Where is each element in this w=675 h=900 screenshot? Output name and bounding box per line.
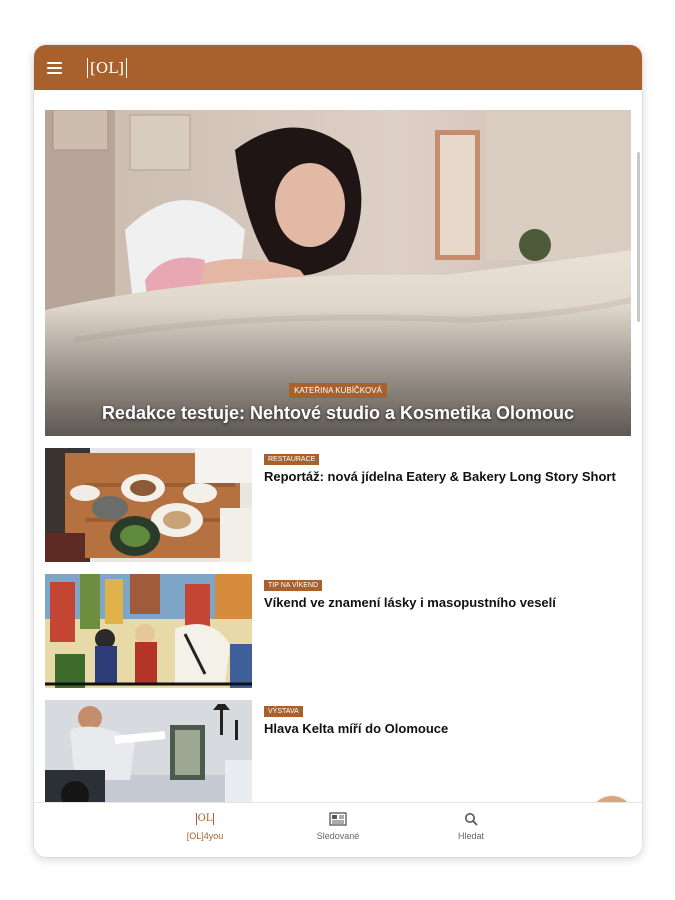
author-badge[interactable]: KATEŘINA KUBÍČKOVÁ [289, 383, 387, 398]
nav-item-ol4you[interactable] [160, 811, 250, 841]
nav-item-hledat[interactable] [426, 811, 516, 841]
category-badge[interactable]: RESTAURACE [264, 454, 319, 465]
bottom-navigation [34, 802, 642, 857]
hero-article[interactable] [45, 110, 631, 436]
article-title[interactable]: Reportáž: nová jídelna Eatery & Bakery Long Story Short [264, 469, 616, 484]
nav-label: Sledované [316, 831, 360, 841]
article-thumbnail [45, 700, 252, 802]
list-item[interactable] [45, 574, 631, 688]
article-thumbnail [45, 574, 252, 688]
nav-item-sledovane[interactable] [293, 811, 383, 841]
hero-caption [45, 380, 631, 436]
category-badge[interactable]: VÝSTAVA [264, 706, 303, 717]
top-app-bar [34, 45, 642, 90]
article-title[interactable]: Víkend ve znamení lásky i masopustního veselí [264, 595, 556, 610]
hamburger-menu-icon[interactable] [47, 57, 69, 79]
app-logo[interactable]: [OL] [87, 58, 127, 78]
ol-logo-icon: OL [197, 813, 213, 824]
list-item[interactable] [45, 700, 631, 802]
nav-label: Hledat [457, 831, 484, 841]
nav-label: [OL]4you [186, 831, 224, 841]
newspaper-icon [329, 812, 347, 826]
scrollbar[interactable] [637, 152, 640, 322]
category-badge[interactable]: TIP NA VÍKEND [264, 580, 322, 591]
article-title[interactable]: Hlava Kelta míří do Olomouce [264, 721, 449, 736]
feed[interactable] [34, 90, 642, 802]
hero-title[interactable]: Redakce testuje: Nehtové studio a Kosmetika Olomouc [101, 403, 575, 423]
article-thumbnail [45, 448, 252, 562]
app-window [34, 45, 642, 857]
list-item[interactable] [45, 448, 631, 562]
search-icon [464, 812, 478, 826]
